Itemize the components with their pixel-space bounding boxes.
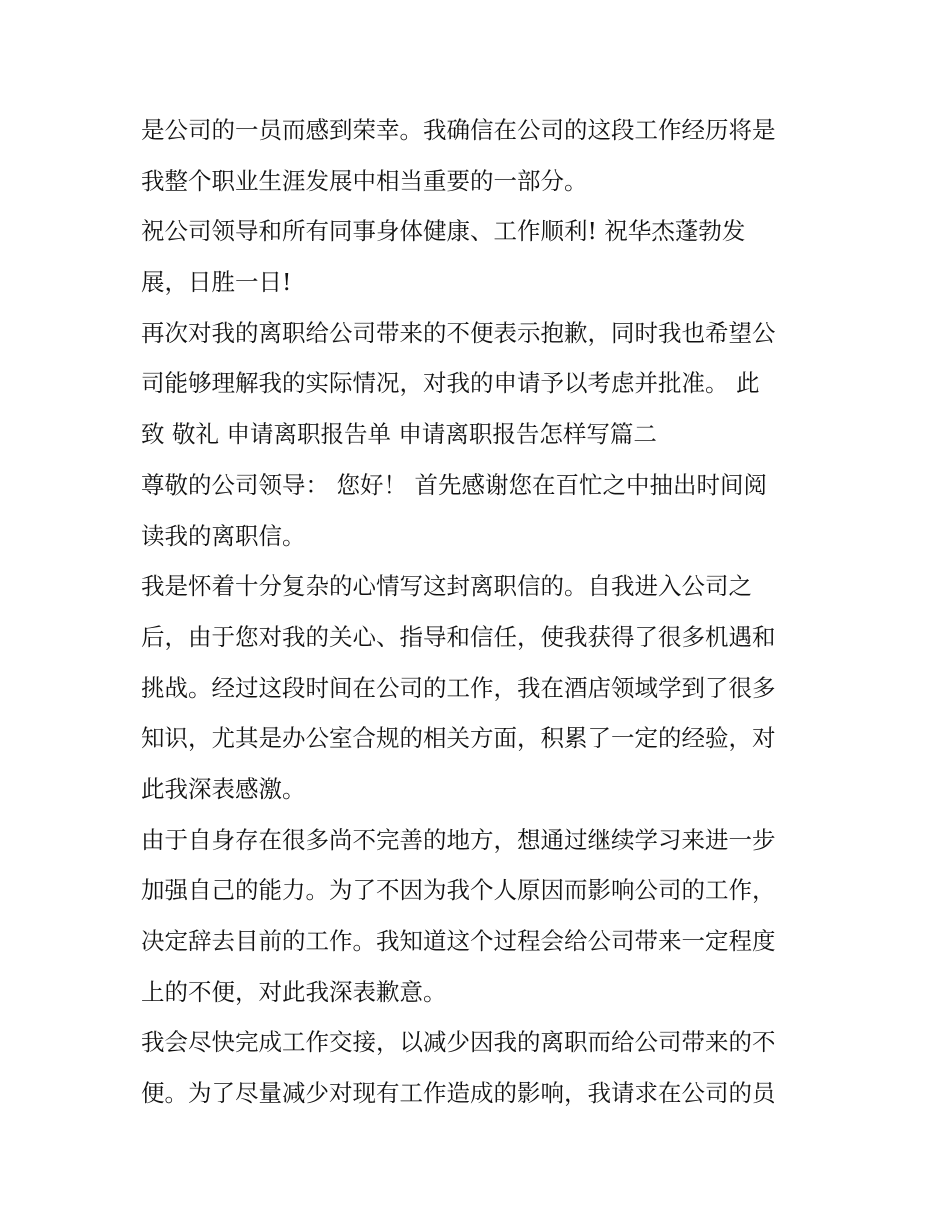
text-line: 司能够理解我的实际情况，对我的申请予以考虑并批准。 此 [141, 369, 760, 398]
text-line: 致 敬礼 申请离职报告单 申请离职报告怎样写篇二 [141, 420, 657, 449]
text-line: 是公司的一员而感到荣幸。我确信在公司的这段工作经历将是 [141, 116, 776, 144]
text-line: 决定辞去目前的工作。我知道这个过程会给公司带来一定程度 [141, 927, 776, 955]
text-line: 我整个职业生涯发展中相当重要的一部分。 [141, 166, 588, 195]
text-line: 知识，尤其是办公室合规的相关方面，积累了一定的经验，对 [141, 724, 776, 753]
text-line: 我会尽快完成工作交接，以减少因我的离职而给公司带来的不 [141, 1028, 776, 1057]
text-line: 加强自己的能力。为了不因为我个人原因而影响公司的工作， [141, 876, 776, 905]
document-body [141, 105, 821, 1119]
text-line: 便。为了尽量减少对现有工作造成的影响，我请求在公司的员 [141, 1079, 776, 1108]
text-line: 我是怀着十分复杂的心情写这封离职信的。自我进入公司之 [141, 572, 752, 601]
text-line: 挑战。经过这段时间在公司的工作，我在酒店领域学到了很多 [141, 673, 776, 702]
text-line: 此我深表感激。 [141, 774, 306, 803]
text-line: 尊敬的公司领导： 您好！ 首先感谢您在百忙之中抽出时间阅 [141, 470, 767, 499]
text-line: 祝公司领导和所有同事身体健康、工作顺利! 祝华杰蓬勃发 [141, 217, 746, 246]
text-line: 再次对我的离职给公司带来的不便表示抱歉，同时我也希望公 [141, 318, 776, 347]
text-line: 由于自身存在很多尚不完善的地方，想通过继续学习来进一步 [141, 825, 776, 854]
text-line: 展，日胜一日! [141, 268, 292, 297]
text-line: 上的不便，对此我深表歉意。 [141, 977, 447, 1006]
text-line: 读我的离职信。 [141, 521, 306, 550]
text-line: 后，由于您对我的关心、指导和信任，使我获得了很多机遇和 [141, 622, 776, 651]
